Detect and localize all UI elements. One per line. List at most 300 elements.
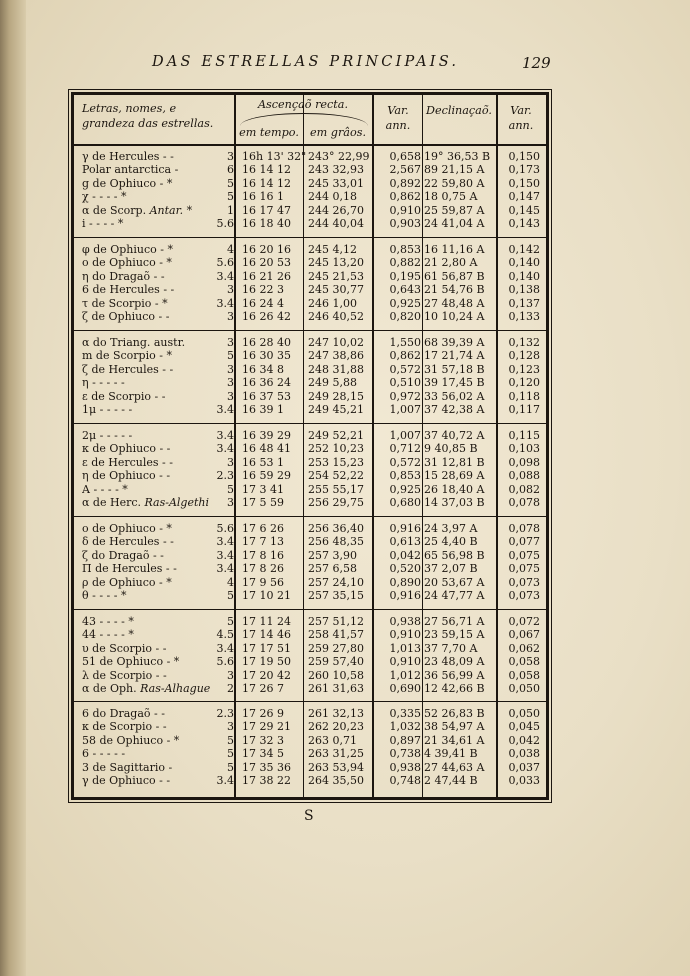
cell-vdec: 0,088 xyxy=(508,469,540,483)
signature-mark: S xyxy=(304,808,314,824)
star-name-text: 2μ - - - - - xyxy=(82,429,133,442)
table-row xyxy=(74,349,546,362)
cell-vdec: 0,115 xyxy=(508,429,540,442)
star-magnitude: 3 xyxy=(227,310,234,323)
cell-time: 17 19 50 xyxy=(242,655,291,669)
cell-var: 0,853 xyxy=(389,469,421,483)
star-magnitude: 3.4 xyxy=(216,641,234,655)
cell-vdec: 0,140 xyxy=(508,256,540,270)
table-row xyxy=(74,310,546,323)
star-name-text: κ de Ophiuco - - xyxy=(82,442,171,456)
cell-deg: 259 57,40 xyxy=(308,655,364,669)
table-row xyxy=(74,270,546,283)
cell-var: 0,892 xyxy=(389,176,421,190)
cell-time: 16 28 40 xyxy=(242,336,291,349)
cell-dec: 27 56,71 A xyxy=(424,615,485,628)
cell-var: 0,680 xyxy=(389,496,421,509)
star-name-text: γ de Hercules - - xyxy=(82,150,174,163)
star-magnitude: 6 xyxy=(227,163,234,177)
table-row xyxy=(74,177,546,190)
header-ascension: Ascençaõ recta. xyxy=(257,98,349,111)
cell-vdec: 0,045 xyxy=(508,720,540,734)
star-name-text: ζ de Ophiuco - - xyxy=(82,310,170,323)
cell-deg: 245 33,01 xyxy=(308,176,364,190)
cell-var: 0,613 xyxy=(389,535,421,549)
cell-time: 17 3 41 xyxy=(242,482,284,496)
star-magnitude: 3.4 xyxy=(216,269,234,283)
cell-deg: 247 10,02 xyxy=(308,336,364,349)
cell-deg: 244 26,70 xyxy=(308,203,364,217)
cell-vdec: 0,075 xyxy=(508,548,540,562)
cell-var: 1,550 xyxy=(389,336,421,349)
star-name-text: g de Ophiuco - * xyxy=(82,176,173,190)
table-row xyxy=(74,549,546,562)
star-name-text: ε de Hercules - - xyxy=(82,455,173,469)
table-row xyxy=(74,190,546,203)
table-row xyxy=(74,363,546,376)
cell-vdec: 0,042 xyxy=(508,733,540,747)
cell-dec: 37 2,07 B xyxy=(424,562,478,576)
table-row xyxy=(74,682,546,695)
star-name-text: ζ do Dragaõ - - xyxy=(82,548,164,562)
table-row xyxy=(74,403,546,416)
star-name-text: γ de Ophiuco - - xyxy=(82,774,171,787)
star-magnitude: 1 xyxy=(227,203,234,217)
cell-var: 0,897 xyxy=(389,733,421,747)
cell-var: 0,903 xyxy=(389,217,421,230)
table-row xyxy=(74,469,546,482)
cell-time: 17 6 26 xyxy=(242,522,284,535)
cell-vdec: 0,140 xyxy=(508,269,540,283)
cell-dec: 4 39,41 B xyxy=(424,747,478,761)
table-row xyxy=(74,429,546,442)
table-row xyxy=(74,336,546,349)
cell-time: 16 53 1 xyxy=(242,455,284,469)
header-declination: Declinaçaõ. xyxy=(426,104,492,117)
cell-vdec: 0,143 xyxy=(508,217,540,230)
cell-dec: 21 54,76 B xyxy=(424,283,485,297)
cell-deg: 245 13,20 xyxy=(308,256,364,270)
table-row xyxy=(74,522,546,535)
cell-var: 1,007 xyxy=(389,403,421,416)
star-magnitude: 3 xyxy=(227,283,234,297)
table-row xyxy=(74,376,546,389)
group-divider xyxy=(74,701,546,702)
cell-time: 16 21 26 xyxy=(242,269,291,283)
cell-vdec: 0,128 xyxy=(508,349,540,363)
cell-vdec: 0,123 xyxy=(508,362,540,376)
cell-deg: 256 36,40 xyxy=(308,522,364,535)
cell-deg: 260 10,58 xyxy=(308,668,364,682)
star-proper-name: Ras-Alhague xyxy=(140,682,211,695)
cell-dec: 25 59,87 A xyxy=(424,203,485,217)
cell-deg: 263 31,25 xyxy=(308,747,364,761)
star-name-text: 43 - - - - * xyxy=(82,615,134,628)
table-row xyxy=(74,747,546,760)
header-var-ar: Var. ann. xyxy=(385,104,411,132)
star-magnitude: 5 xyxy=(227,349,234,363)
star-name-text: Polar antarctica - xyxy=(82,163,179,177)
star-magnitude: 4 xyxy=(227,575,234,589)
table-row xyxy=(74,483,546,496)
star-magnitude: 3.4 xyxy=(216,535,234,549)
cell-dec: 23 59,15 A xyxy=(424,628,485,642)
cell-var: 2,567 xyxy=(389,163,421,177)
cell-var: 1,032 xyxy=(389,720,421,734)
star-proper-name: Antar. xyxy=(149,203,184,217)
cell-vdec: 0,058 xyxy=(508,668,540,682)
cell-dec: 52 26,83 B xyxy=(424,707,485,720)
cell-dec: 27 44,63 A xyxy=(424,760,485,774)
cell-time: 16h 13' 32" xyxy=(242,150,307,163)
cell-deg: 262 20,23 xyxy=(308,720,364,734)
star-magnitude: 5 xyxy=(227,615,234,628)
cell-time: 16 26 42 xyxy=(242,310,291,323)
cell-vdec: 0,137 xyxy=(508,296,540,310)
table-row xyxy=(74,456,546,469)
cell-var: 0,853 xyxy=(389,243,421,256)
cell-dec: 24 47,77 A xyxy=(424,589,485,602)
star-name-text: η - - - - - xyxy=(82,376,125,390)
cell-time: 16 16 1 xyxy=(242,190,284,204)
cell-deg: 257 24,10 xyxy=(308,575,364,589)
cell-deg: 245 30,77 xyxy=(308,283,364,297)
cell-var: 0,690 xyxy=(389,682,421,695)
cell-deg: 249 28,15 xyxy=(308,389,364,403)
cell-var: 0,042 xyxy=(389,548,421,562)
cell-var: 0,572 xyxy=(389,455,421,469)
cell-time: 17 26 9 xyxy=(242,707,284,720)
star-magnitude: 3 xyxy=(227,496,234,509)
cell-deg: 244 40,04 xyxy=(308,217,364,230)
star-name-text: 6 do Dragaõ - - xyxy=(82,707,165,720)
cell-deg: 249 45,21 xyxy=(308,403,364,416)
star-magnitude: 3.4 xyxy=(216,562,234,576)
cell-deg: 254 52,22 xyxy=(308,469,364,483)
table-row xyxy=(74,734,546,747)
cell-var: 0,890 xyxy=(389,575,421,589)
cell-time: 16 36 24 xyxy=(242,376,291,390)
star-magnitude: 3 xyxy=(227,376,234,390)
cell-var: 1,013 xyxy=(389,641,421,655)
cell-deg: 253 15,23 xyxy=(308,455,364,469)
star-name-text: ρ de Ophiuco - * xyxy=(82,575,172,589)
star-magnitude: 5 xyxy=(227,589,234,602)
cell-time: 17 26 7 xyxy=(242,682,284,695)
cell-var: 0,820 xyxy=(389,310,421,323)
star-name-text: ε de Scorpio - - xyxy=(82,389,166,403)
cell-deg: 263 0,71 xyxy=(308,733,357,747)
star-magnitude: 3.4 xyxy=(216,442,234,456)
cell-var: 0,862 xyxy=(389,349,421,363)
cell-time: 17 8 16 xyxy=(242,548,284,562)
cell-time: 16 18 40 xyxy=(242,217,291,230)
star-name-text: 44 - - - - * xyxy=(82,628,134,642)
star-name-text: α de Scorp. xyxy=(82,203,150,217)
cell-time: 17 32 3 xyxy=(242,733,284,747)
cell-dec: 61 56,87 B xyxy=(424,269,485,283)
cell-deg: 264 35,50 xyxy=(308,774,364,787)
table-row xyxy=(74,720,546,733)
group-divider xyxy=(74,423,546,424)
star-magnitude: 4 xyxy=(227,243,234,256)
cell-time: 16 14 12 xyxy=(242,176,291,190)
cell-dec: 38 54,97 A xyxy=(424,720,485,734)
table-row xyxy=(74,774,546,787)
cell-dec: 19° 36,53 B xyxy=(424,150,491,163)
cell-deg: 257 3,90 xyxy=(308,548,357,562)
star-name-text: η do Dragaõ - - xyxy=(82,269,165,283)
cell-vdec: 0,072 xyxy=(508,615,540,628)
cell-deg: 245 21,53 xyxy=(308,269,364,283)
cell-var: 0,862 xyxy=(389,190,421,204)
table-row xyxy=(74,628,546,641)
cell-var: 0,916 xyxy=(389,522,421,535)
cell-vdec: 0,058 xyxy=(508,655,540,669)
cell-dec: 31 57,18 B xyxy=(424,362,485,376)
star-magnitude: 5.6 xyxy=(216,655,234,669)
cell-dec: 24 41,04 A xyxy=(424,217,485,230)
star-magnitude: 2 xyxy=(227,682,234,695)
cell-dec: 31 12,81 B xyxy=(424,455,485,469)
star-magnitude: 5 xyxy=(227,747,234,761)
cell-deg: 246 40,52 xyxy=(308,310,364,323)
star-magnitude: 5 xyxy=(227,190,234,204)
cell-var: 0,510 xyxy=(389,376,421,390)
cell-deg: 258 41,57 xyxy=(308,628,364,642)
cell-var: 0,972 xyxy=(389,389,421,403)
star-table xyxy=(71,92,549,800)
cell-vdec: 0,078 xyxy=(508,496,540,509)
cell-dec: 12 42,66 B xyxy=(424,682,485,695)
star-magnitude: 3.4 xyxy=(216,296,234,310)
star-name-text: δ de Hercules - - xyxy=(82,535,174,549)
star-name-text: A - - - - * xyxy=(82,482,128,496)
table-row xyxy=(74,163,546,176)
cell-vdec: 0,073 xyxy=(508,589,540,602)
cell-var: 0,882 xyxy=(389,256,421,270)
cell-dec: 14 37,03 B xyxy=(424,496,485,509)
cell-time: 17 7 13 xyxy=(242,535,284,549)
cell-var: 0,916 xyxy=(389,589,421,602)
header-rule xyxy=(74,144,546,146)
star-name-text: Π de Hercules - - xyxy=(82,562,177,576)
table-row xyxy=(74,297,546,310)
table-row xyxy=(74,442,546,455)
cell-time: 16 20 16 xyxy=(242,243,291,256)
cell-vdec: 0,067 xyxy=(508,628,540,642)
cell-time: 17 11 24 xyxy=(242,615,291,628)
star-magnitude: 5.6 xyxy=(216,217,234,230)
running-head: DAS ESTRELLAS PRINCIPAIS. xyxy=(152,54,460,70)
cell-vdec: 0,082 xyxy=(508,482,540,496)
cell-deg: 257 6,58 xyxy=(308,562,357,576)
star-name-text: η de Ophiuco - - xyxy=(82,469,171,483)
cell-dec: 36 56,99 A xyxy=(424,668,485,682)
star-magnitude: 3 xyxy=(227,720,234,734)
header-var-dec: Var. ann. xyxy=(508,104,534,132)
cell-time: 17 9 56 xyxy=(242,575,284,589)
cell-time: 16 59 29 xyxy=(242,469,291,483)
star-name-text: λ de Scorpio - - xyxy=(82,668,167,682)
cell-time: 17 38 22 xyxy=(242,774,291,787)
star-name-text: o de Ophiuco - * xyxy=(82,256,172,270)
cell-var: 0,938 xyxy=(389,615,421,628)
cell-time: 17 5 59 xyxy=(242,496,284,509)
cell-dec: 21 34,61 A xyxy=(424,733,485,747)
cell-dec: 16 11,16 A xyxy=(424,243,485,256)
cell-deg: 255 55,17 xyxy=(308,482,364,496)
cell-vdec: 0,118 xyxy=(508,389,540,403)
star-magnitude: 3 xyxy=(227,389,234,403)
star-name-text: κ de Scorpio - - xyxy=(82,720,167,734)
cell-vdec: 0,132 xyxy=(508,336,540,349)
star-magnitude: 4.5 xyxy=(216,628,234,642)
star-name-suffix: * xyxy=(183,203,193,217)
table-row xyxy=(74,243,546,256)
cell-dec: 26 18,40 A xyxy=(424,482,485,496)
cell-var: 0,910 xyxy=(389,628,421,642)
cell-vdec: 0,103 xyxy=(508,442,540,456)
star-name-text: 51 de Ophiuco - * xyxy=(82,655,180,669)
table-row xyxy=(74,642,546,655)
cell-dec: 37 7,70 A xyxy=(424,641,478,655)
star-name-text: 3 de Sagittario - xyxy=(82,760,173,774)
table-row xyxy=(74,615,546,628)
cell-deg: 249 52,21 xyxy=(308,429,364,442)
star-magnitude: 5 xyxy=(227,482,234,496)
cell-deg: 261 32,13 xyxy=(308,707,364,720)
cell-dec: 20 53,67 A xyxy=(424,575,485,589)
table-row xyxy=(74,496,546,509)
cell-dec: 37 40,72 A xyxy=(424,429,485,442)
cell-var: 0,195 xyxy=(389,269,421,283)
star-name-text: 58 de Ophiuco - * xyxy=(82,733,180,747)
cell-time: 16 34 8 xyxy=(242,362,284,376)
cell-vdec: 0,133 xyxy=(508,310,540,323)
group-divider xyxy=(74,330,546,331)
star-magnitude: 3.4 xyxy=(216,774,234,787)
cell-var: 0,520 xyxy=(389,562,421,576)
cell-dec: 37 42,38 A xyxy=(424,403,485,416)
page-number: 129 xyxy=(522,54,551,72)
cell-var: 0,910 xyxy=(389,203,421,217)
star-name-text: χ - - - - * xyxy=(82,190,127,204)
star-magnitude: 3 xyxy=(227,668,234,682)
table-row xyxy=(74,390,546,403)
star-proper-name: Ras-Algethi xyxy=(144,496,209,509)
cell-deg: 248 31,88 xyxy=(308,362,364,376)
cell-vdec: 0,062 xyxy=(508,641,540,655)
cell-deg: 249 5,88 xyxy=(308,376,357,390)
cell-var: 0,643 xyxy=(389,283,421,297)
star-name-text: α de Oph. xyxy=(82,682,141,695)
table-row xyxy=(74,576,546,589)
cell-var: 0,335 xyxy=(389,707,421,720)
cell-var: 0,925 xyxy=(389,296,421,310)
table-row xyxy=(74,217,546,230)
cell-vdec: 0,117 xyxy=(508,403,540,416)
cell-dec: 17 21,74 A xyxy=(424,349,485,363)
cell-dec: 89 21,15 A xyxy=(424,163,485,177)
cell-vdec: 0,075 xyxy=(508,562,540,576)
cell-vdec: 0,145 xyxy=(508,203,540,217)
table-row xyxy=(74,150,546,163)
star-magnitude: 5 xyxy=(227,733,234,747)
star-magnitude: 3 xyxy=(227,362,234,376)
cell-dec: 33 56,02 A xyxy=(424,389,485,403)
cell-vdec: 0,142 xyxy=(508,243,540,256)
star-magnitude: 3 xyxy=(227,150,234,163)
cell-var: 0,925 xyxy=(389,482,421,496)
cell-time: 17 17 51 xyxy=(242,641,291,655)
table-row xyxy=(74,761,546,774)
cell-vdec: 0,173 xyxy=(508,163,540,177)
cell-var: 0,658 xyxy=(389,150,421,163)
cell-vdec: 0,037 xyxy=(508,760,540,774)
cell-dec: 23 48,09 A xyxy=(424,655,485,669)
cell-time: 16 14 12 xyxy=(242,163,291,177)
table-row xyxy=(74,562,546,575)
cell-vdec: 0,033 xyxy=(508,774,540,787)
cell-vdec: 0,147 xyxy=(508,190,540,204)
star-magnitude: 2.3 xyxy=(216,707,234,720)
cell-dec: 9 40,85 B xyxy=(424,442,478,456)
cell-dec: 68 39,39 A xyxy=(424,336,485,349)
cell-deg: 257 51,12 xyxy=(308,615,364,628)
cell-vdec: 0,138 xyxy=(508,283,540,297)
cell-var: 0,938 xyxy=(389,760,421,774)
cell-vdec: 0,098 xyxy=(508,455,540,469)
cell-time: 16 22 3 xyxy=(242,283,284,297)
cell-dec: 27 48,48 A xyxy=(424,296,485,310)
table-row xyxy=(74,256,546,269)
star-name-text: 6 - - - - - xyxy=(82,747,126,761)
cell-deg: 245 4,12 xyxy=(308,243,357,256)
star-magnitude: 2.3 xyxy=(216,469,234,483)
star-magnitude: 5 xyxy=(227,760,234,774)
cell-time: 16 39 29 xyxy=(242,429,291,442)
star-magnitude: 5.6 xyxy=(216,256,234,270)
cell-deg: 259 27,80 xyxy=(308,641,364,655)
cell-dec: 2 47,44 B xyxy=(424,774,478,787)
cell-time: 17 35 36 xyxy=(242,760,291,774)
cell-var: 0,738 xyxy=(389,747,421,761)
cell-time: 17 8 26 xyxy=(242,562,284,576)
cell-dec: 24 3,97 A xyxy=(424,522,478,535)
star-name-text: τ de Scorpio - * xyxy=(82,296,168,310)
group-divider xyxy=(74,237,546,238)
cell-vdec: 0,150 xyxy=(508,176,540,190)
star-name-text: α do Triang. austr. xyxy=(82,336,186,349)
cell-vdec: 0,050 xyxy=(508,707,540,720)
cell-time: 16 37 53 xyxy=(242,389,291,403)
star-name-text: α de Herc. xyxy=(82,496,145,509)
star-name-text: θ - - - - * xyxy=(82,589,127,602)
cell-deg: 256 48,35 xyxy=(308,535,364,549)
star-magnitude: 3 xyxy=(227,455,234,469)
cell-dec: 18 0,75 A xyxy=(424,190,478,204)
star-name-text: 1μ - - - - - xyxy=(82,403,133,416)
cell-time: 16 48 41 xyxy=(242,442,291,456)
cell-time: 17 29 21 xyxy=(242,720,291,734)
star-magnitude: 5.6 xyxy=(216,522,234,535)
table-row xyxy=(74,707,546,720)
cell-time: 17 34 5 xyxy=(242,747,284,761)
star-magnitude: 3.4 xyxy=(216,429,234,442)
cell-dec: 21 2,80 A xyxy=(424,256,478,270)
cell-time: 16 20 53 xyxy=(242,256,291,270)
